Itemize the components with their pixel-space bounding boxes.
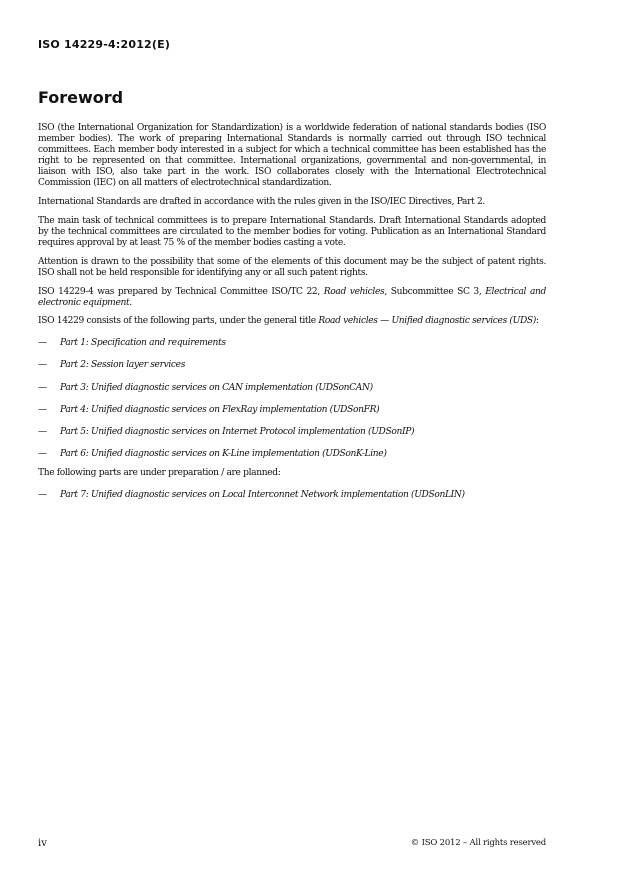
paragraph-parts-intro: ISO 14229 consists of the following parts, under the general title Road vehicles — Unified diagnostic services (UDS): bbox=[38, 316, 539, 327]
dash-bullet: — bbox=[38, 382, 47, 393]
list-item: — Part 3: Unified diagnostic services on CAN implementation (UDSonCAN) bbox=[38, 382, 373, 393]
paragraph-planned-intro: The following parts are under preparation / are planned: bbox=[38, 467, 281, 478]
foreword-body bbox=[38, 123, 546, 512]
document-id: ISO 14229-4:2012(E) bbox=[38, 38, 171, 51]
dash-bullet: — bbox=[38, 426, 47, 437]
dash-bullet: — bbox=[38, 338, 47, 349]
paragraph-committees-task: The main task of technical committees is to prepare International Standards. Draft International Standards adopted by the technical committees are circulated to the member bodies for voting. Publication as an International Standard requires approval by at least 75 % of the member bodies casting a vote. bbox=[38, 215, 546, 249]
list-item: — Part 4: Unified diagnostic services on FlexRay implementation (UDSonFR) bbox=[38, 404, 380, 415]
dash-bullet: — bbox=[38, 448, 47, 459]
page-number: iv bbox=[38, 838, 47, 849]
list-item: — Part 5: Unified diagnostic services on Internet Protocol implementation (UDSonIP) bbox=[38, 426, 415, 437]
paragraph-iso-intro: ISO (the International Organization for Standardization) is a worldwide federation of national standards bodies (ISO member bodies). The work of preparing International Standards is normally carried out through ISO technical committees. Each member body interested in a subject for which a technical committee has been established has the right to be represented on that committee. International organizations, governmental and non-governmental, in liaison with ISO, also take part in the work. ISO collaborates closely with the International Electrotechnical Commission (IEC) on all matters of electrotechnical standardization. bbox=[38, 123, 546, 189]
paragraph-patent-rights: Attention is drawn to the possibility that some of the elements of this document may be the subject of patent rights. ISO shall not be held responsible for identifying any or all such patent rights. bbox=[38, 256, 546, 278]
paragraph-prepared-by: ISO 14229-4 was prepared by Technical Committee ISO/TC 22, Road vehicles, Subcommittee SC 3, Electrical and electronic equipment. bbox=[38, 286, 547, 308]
paragraph-drafting-rules: International Standards are drafted in accordance with the rules given in the ISO/IEC Directives, Part 2. bbox=[38, 197, 485, 208]
copyright-notice: © ISO 2012 – All rights reserved bbox=[410, 838, 546, 848]
dash-bullet: — bbox=[38, 490, 47, 501]
list-item: — Part 1: Specification and requirements bbox=[38, 338, 226, 349]
dash-bullet: — bbox=[38, 404, 47, 415]
list-item: — Part 6: Unified diagnostic services on K-Line implementation (UDSonK-Line) bbox=[38, 448, 387, 459]
list-item: — Part 2: Session layer services bbox=[38, 360, 186, 371]
list-item: — Part 7: Unified diagnostic services on Local Interconnet Network implementation (UDSonLIN) bbox=[38, 490, 465, 501]
page-title: Foreword bbox=[38, 88, 124, 107]
dash-bullet: — bbox=[38, 360, 47, 371]
